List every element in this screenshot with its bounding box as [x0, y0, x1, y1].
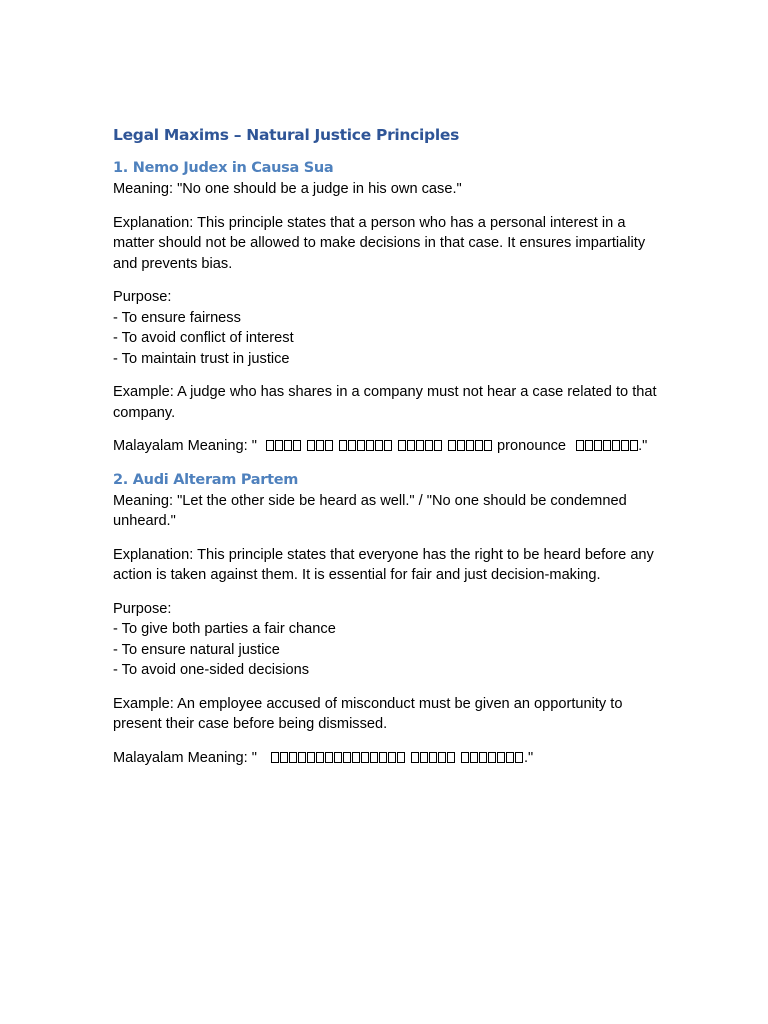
missing-glyph-box: [630, 440, 638, 451]
missing-glyph-box: [343, 752, 351, 763]
malayalam-glyphs: [575, 438, 638, 454]
missing-glyph-box: [425, 440, 433, 451]
missing-glyph-box: [484, 440, 492, 451]
missing-glyph-box: [470, 752, 478, 763]
missing-glyph-box: [497, 752, 505, 763]
malayalam-meaning: [113, 748, 658, 769]
malayalam-glyphs: [266, 438, 493, 454]
explanation-text: Explanation: This principle states that everyone has the right to be heard before any action is taken against them. It is essential for fair and just decision-making.: [113, 546, 654, 583]
missing-glyph-box: [447, 752, 455, 763]
missing-glyph-box: [284, 440, 292, 451]
missing-glyph-box: [280, 752, 288, 763]
malayalam-glyphs: [271, 750, 524, 766]
missing-glyph-box: [370, 752, 378, 763]
purpose-item: - To ensure natural justice: [113, 641, 280, 658]
missing-glyph-box: [293, 440, 301, 451]
missing-glyph-box: [416, 440, 424, 451]
purpose-item: - To avoid one-sided decisions: [113, 662, 310, 678]
missing-glyph-box: [420, 752, 428, 763]
missing-glyph-box: [488, 752, 496, 763]
missing-glyph-box: [398, 440, 406, 451]
purpose-label: Purpose:: [113, 289, 172, 305]
missing-glyph-box: [461, 752, 469, 763]
missing-glyph-box: [375, 440, 383, 451]
purpose-label: Purpose:: [113, 600, 172, 617]
missing-glyph-box: [585, 440, 593, 451]
missing-glyph-box: [352, 752, 360, 763]
missing-glyph-box: [457, 440, 465, 451]
malayalam-prefix: Malayalam Meaning: ": [113, 749, 257, 766]
missing-glyph-box: [325, 440, 333, 451]
missing-glyph-box: [603, 440, 611, 451]
section-heading: 1. Nemo Judex in Causa Sua: [113, 160, 334, 176]
missing-glyph-box: [298, 752, 306, 763]
missing-glyph-box: [307, 440, 315, 451]
missing-glyph-box: [475, 440, 483, 451]
missing-glyph-box: [316, 440, 324, 451]
missing-glyph-box: [316, 752, 324, 763]
missing-glyph-box: [307, 752, 315, 763]
missing-glyph-box: [448, 440, 456, 451]
missing-glyph-box: [366, 440, 374, 451]
missing-glyph-box: [384, 440, 392, 451]
missing-glyph-box: [289, 752, 297, 763]
malayalam-suffix: .": [638, 438, 648, 454]
missing-glyph-box: [621, 440, 629, 451]
missing-glyph-box: [429, 752, 437, 763]
section-nemo-judex: [113, 158, 658, 457]
purpose-item: - To ensure fairness: [113, 309, 241, 326]
purpose-item: - To give both parties a fair chance: [113, 621, 336, 637]
malayalam-suffix: .": [523, 749, 534, 766]
document-page: [113, 124, 658, 781]
missing-glyph-box: [348, 440, 356, 451]
missing-glyph-box: [576, 440, 584, 451]
section-audi-alteram: [113, 470, 658, 769]
missing-glyph-box: [325, 752, 333, 763]
missing-glyph-box: [612, 440, 620, 451]
malayalam-meaning: [113, 436, 658, 457]
missing-glyph-box: [266, 440, 274, 451]
missing-glyph-box: [506, 752, 514, 763]
missing-glyph-box: [379, 752, 387, 763]
missing-glyph-box: [411, 752, 419, 763]
example-text: Example: A judge who has shares in a company must not hear a case related to that company.: [113, 384, 657, 421]
missing-glyph-box: [339, 440, 347, 451]
example-text: Example: An employee accused of misconduct must be given an opportunity to present their case before being dismissed.: [113, 695, 623, 732]
missing-glyph-box: [594, 440, 602, 451]
malayalam-prefix: Malayalam Meaning: ": [113, 438, 257, 454]
missing-glyph-box: [388, 752, 396, 763]
missing-glyph-box: [361, 752, 369, 763]
purpose-item: - To avoid conflict of interest: [113, 330, 294, 346]
missing-glyph-box: [357, 440, 365, 451]
missing-glyph-box: [334, 752, 342, 763]
missing-glyph-box: [434, 440, 442, 451]
missing-glyph-box: [397, 752, 405, 763]
explanation-text: Explanation: This principle states that a person who has a personal interest in a matter should not be allowed to make decisions in that case. It ensures impartiality and prevents bias.: [113, 214, 646, 272]
document-title: Legal Maxims – Natural Justice Principles: [113, 126, 460, 144]
section-heading: 2. Audi Alteram Partem: [113, 471, 299, 488]
missing-glyph-box: [275, 440, 283, 451]
missing-glyph-box: [407, 440, 415, 451]
purpose-block: [113, 599, 658, 681]
malayalam-latin-word: pronounce: [497, 438, 566, 454]
meaning-text: Meaning: "No one should be a judge in his own case.": [113, 181, 462, 197]
purpose-block: [113, 287, 658, 369]
missing-glyph-box: [479, 752, 487, 763]
missing-glyph-box: [466, 440, 474, 451]
meaning-text: Meaning: "Let the other side be heard as well." / "No one should be condemned unheard.": [113, 492, 627, 529]
purpose-item: - To maintain trust in justice: [113, 350, 290, 367]
missing-glyph-box: [271, 752, 279, 763]
missing-glyph-box: [438, 752, 446, 763]
missing-glyph-box: [515, 752, 523, 763]
